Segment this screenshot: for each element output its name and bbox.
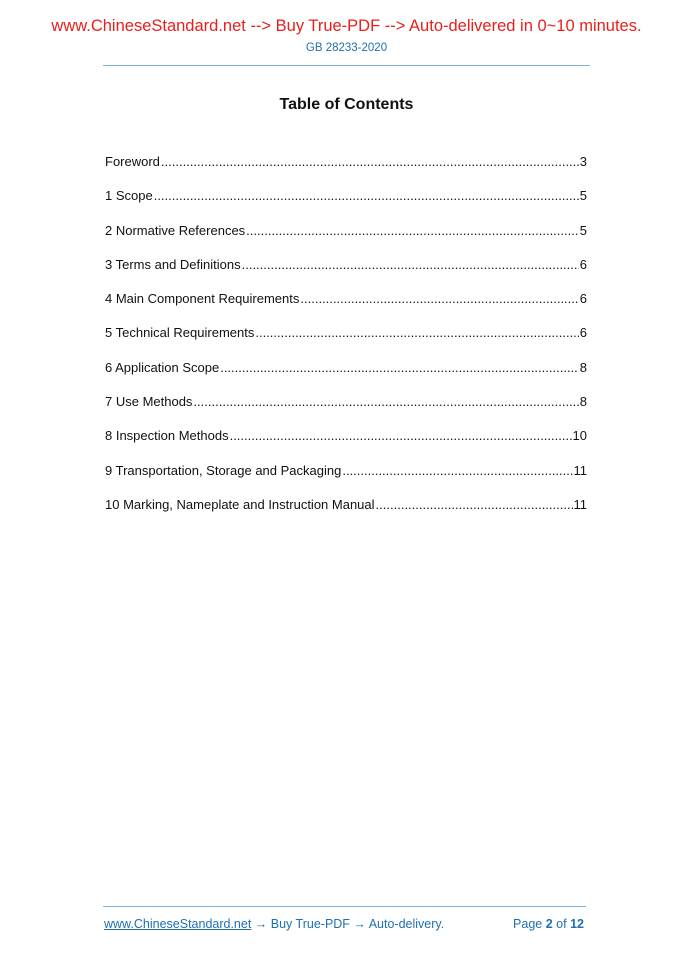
toc-dot-leader — [242, 256, 579, 274]
toc-entry-page: 11 — [573, 462, 587, 478]
toc-entry-label: 5 Technical Requirements — [105, 325, 255, 341]
toc-entry-transportation-storage-packaging[interactable] — [105, 462, 587, 496]
toc-entry-label: Foreword — [105, 154, 160, 169]
current-page-number: 2 — [545, 917, 553, 931]
toc-entry-foreword[interactable] — [105, 153, 587, 187]
toc-entry-page: 6 — [579, 291, 587, 307]
toc-entry-label: 6 Application Scope — [105, 359, 220, 375]
toc-dot-leader — [193, 393, 578, 411]
toc-dot-leader — [342, 462, 572, 480]
toc-entry-page: 8 — [579, 359, 587, 375]
toc-entry-page: 8 — [579, 394, 587, 410]
toc-dot-leader — [255, 324, 578, 342]
toc-entry-page: 5 — [579, 222, 587, 238]
toc-dot-leader — [154, 187, 579, 205]
toc-entry-label: 3 Terms and Definitions — [105, 256, 241, 272]
toc-entry-inspection-methods[interactable] — [105, 427, 587, 461]
header-divider — [103, 65, 590, 66]
toc-entry-normative-references[interactable] — [105, 222, 587, 256]
toc-entry-label: 2 Normative References — [105, 222, 246, 238]
page-indicator — [513, 916, 584, 932]
standard-code-header: GB 28233-2020 — [305, 42, 388, 54]
toc-entry-label: 9 Transportation, Storage and Packaging — [105, 462, 342, 478]
toc-entry-page: 6 — [579, 256, 587, 272]
total-page-count: 12 — [570, 917, 584, 931]
toc-entry-label: 4 Main Component Requirements — [105, 291, 300, 307]
toc-entry-scope[interactable] — [105, 187, 587, 221]
toc-dot-leader — [220, 359, 579, 377]
page-word: Page — [513, 917, 543, 931]
toc-dot-leader — [161, 153, 579, 171]
of-word: of — [556, 917, 567, 931]
toc-entry-use-methods[interactable] — [105, 393, 587, 427]
toc-entry-page: 3 — [579, 154, 587, 169]
toc-entry-label: 10 Marking, Nameplate and Instruction Manual — [105, 496, 375, 512]
footer-site-link[interactable]: www.ChineseStandard.net — [104, 917, 252, 931]
toc-dot-leader — [376, 496, 573, 514]
toc-entry-marking-nameplate-manual[interactable] — [105, 496, 587, 530]
toc-dot-leader — [300, 290, 578, 308]
toc-entry-terms-definitions[interactable] — [105, 256, 587, 290]
page-footer — [104, 916, 584, 932]
toc-dot-leader — [230, 427, 572, 445]
toc-dot-leader — [246, 222, 579, 240]
footer-promo-text: → Buy True-PDF → Auto-delivery. — [251, 917, 445, 931]
top-promo-banner: www.ChineseStandard.net --> Buy True-PDF --> Auto-delivered in 0~10 minutes. — [51, 17, 642, 35]
toc-entry-label: 8 Inspection Methods — [105, 428, 229, 444]
toc-entry-main-component-requirements[interactable] — [105, 290, 587, 324]
toc-entry-technical-requirements[interactable] — [105, 324, 587, 358]
toc-entry-page: 11 — [573, 496, 587, 512]
toc-list — [105, 153, 587, 530]
footer-divider — [103, 906, 586, 907]
toc-entry-page: 6 — [579, 325, 587, 341]
toc-entry-page: 5 — [579, 188, 587, 204]
toc-entry-label: 1 Scope — [105, 188, 153, 204]
toc-entry-label: 7 Use Methods — [105, 394, 193, 410]
toc-entry-page: 10 — [572, 428, 587, 444]
toc-entry-application-scope[interactable] — [105, 359, 587, 393]
toc-title: Table of Contents — [279, 96, 414, 113]
